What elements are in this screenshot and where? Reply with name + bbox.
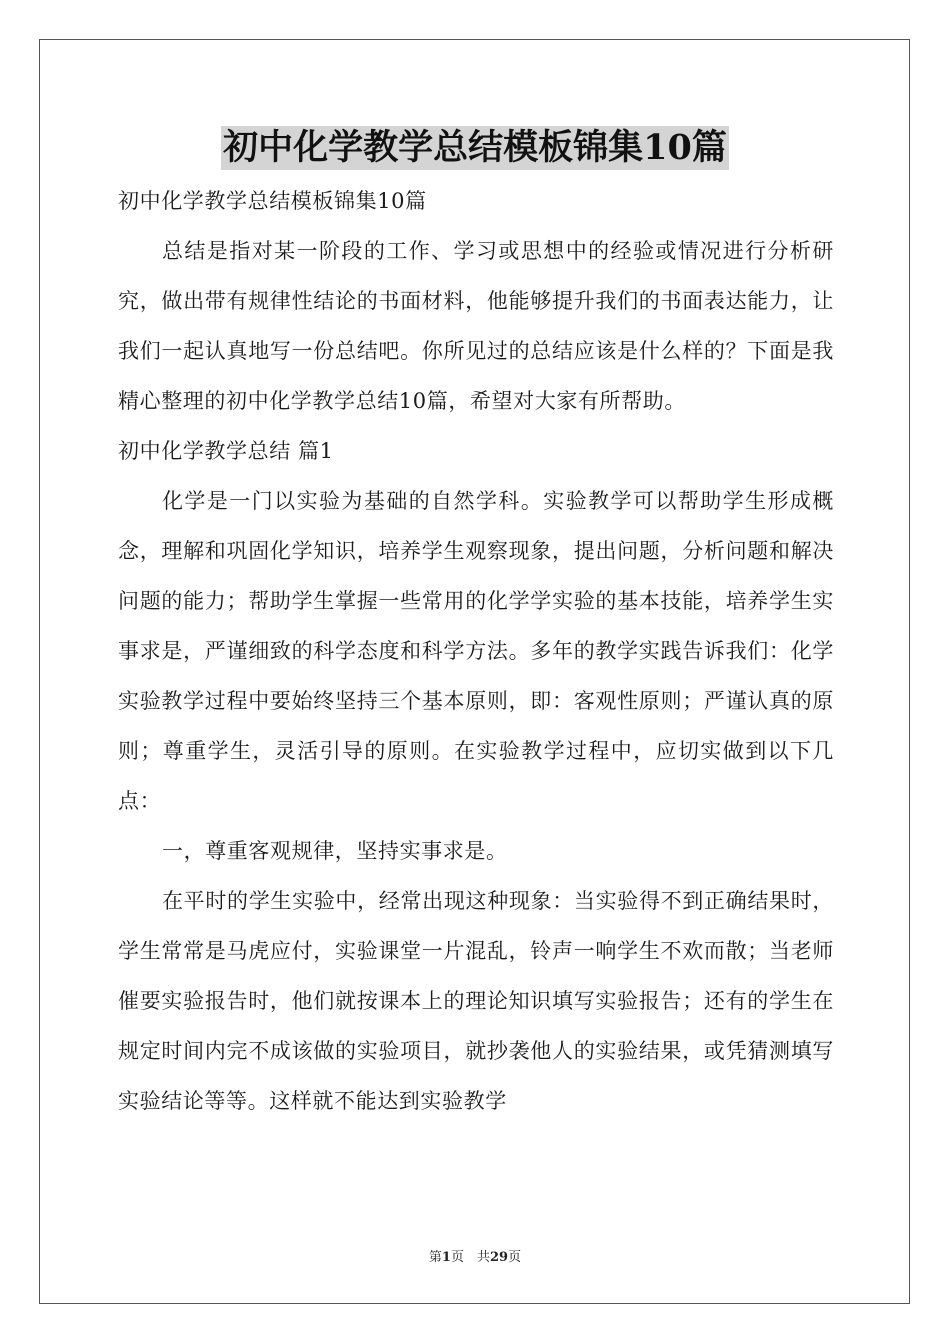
footer-current-page: 1: [441, 1250, 451, 1265]
footer-middle: 页 共: [450, 1250, 490, 1265]
document-subtitle: 初中化学教学总结模板锦集10篇: [118, 189, 427, 213]
body-paragraph: 化学是一门以实验为基础的自然学科。实验教学可以帮助学生形成概念，理解和巩固化学知识，培养学生观察现象，提出问题，分析问题和解决问题的能力；帮助学生掌握一些常用的化学学实验的基本技能，培养学生实事求是，严谨细致的科学态度和科学方法。多年的教学实践告诉我们：化学实验教学过程中要始终坚持三个基本原则，即：客观性原则；严谨认真的原则；尊重学生，灵活引导的原则。在实验教学过程中，应切实做到以下几点：: [118, 489, 834, 813]
body-paragraph: 在平时的学生实验中，经常出现这种现象：当实验得不到正确结果时，学生常常是马虎应付，实验课堂一片混乱，铃声一响学生不欢而散；当老师催要实验报告时，他们就按课本上的理论知识填写实验报告；还有的学生在规定时间内完不成该做的实验项目，就抄袭他人的实验结果，或凭猜测填写实验结论等等。这样就不能达到实验教学: [118, 889, 834, 1113]
document-title-text: 初中化学教学总结模板锦集10篇: [223, 127, 727, 168]
document-body: [118, 176, 834, 1126]
body-paragraph: 总结是指对某一阶段的工作、学习或思想中的经验或情况进行分析研究，做出带有规律性结论的书面材料，他能够提升我们的书面表达能力，让我们一起认真地写一份总结吧。你所见过的总结应该是什么样的？下面是我精心整理的初中化学教学总结10篇，希望对大家有所帮助。: [118, 239, 834, 413]
section-heading: 初中化学教学总结 篇1: [118, 439, 334, 463]
document-title: [0, 126, 950, 174]
body-paragraph: 一，尊重客观规律，坚持实事求是。: [162, 839, 508, 863]
footer-suffix: 页: [508, 1250, 522, 1265]
footer-total-pages: 29: [489, 1250, 509, 1265]
footer-prefix: 第: [428, 1250, 442, 1265]
page-footer: [0, 1246, 950, 1265]
